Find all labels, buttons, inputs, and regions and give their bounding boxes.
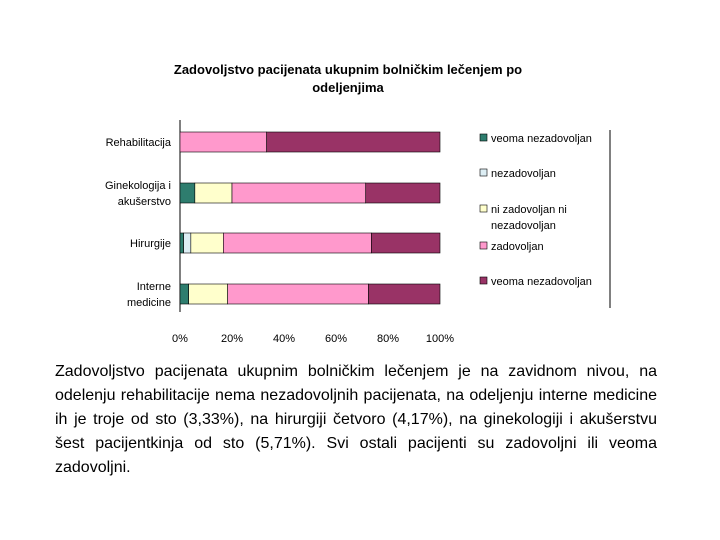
legend-swatch xyxy=(480,134,487,141)
category-label: Rehabilitacija xyxy=(105,137,171,149)
legend-label: zadovoljan xyxy=(491,241,544,253)
bar-segment xyxy=(223,233,371,253)
bar-segment xyxy=(184,233,191,253)
bar-segment xyxy=(191,233,224,253)
legend-label: veoma nezadovoljan xyxy=(491,133,592,145)
bar-segment xyxy=(232,183,366,203)
bar-segment xyxy=(180,132,267,152)
x-tick-label: 100% xyxy=(425,333,455,345)
bar-segment xyxy=(371,233,440,253)
x-tick-label: 0% xyxy=(172,333,188,345)
x-tick-label: 60% xyxy=(324,333,348,345)
bar-segment xyxy=(189,284,228,304)
legend-swatch xyxy=(480,277,487,284)
category-label: Ginekologija i xyxy=(104,180,171,192)
chart-title: odeljenjima xyxy=(312,80,384,95)
stacked-bar-chart xyxy=(80,50,620,360)
category-label: Interne xyxy=(136,281,171,293)
category-label: Hirurgije xyxy=(130,238,171,250)
legend-label: veoma nezadovoljan xyxy=(491,276,592,288)
category-label: medicine xyxy=(126,297,171,309)
chart-frame xyxy=(80,50,620,360)
bar-segment xyxy=(228,284,369,304)
legend-swatch xyxy=(480,242,487,249)
x-tick-label: 40% xyxy=(272,333,296,345)
bar-segment xyxy=(366,183,440,203)
caption-text: Zadovoljstvo pacijenata ukupnim bolničkim lečenjem je na zavidnom nivou, na odelenju rehabilitacije nema nezadovoljnih pacijenata, na odeljenju interne medicine ih je troje od sto (3,33%), na hirurgiji četvoro (4,17%), na ginekologiji i akušerstvu šest pacijentkinja od sto (5,71%). Svi ostali pacijenti su zadovoljni ili veoma zadovoljni. xyxy=(55,363,657,476)
bar-segment xyxy=(195,183,232,203)
x-tick-label: 20% xyxy=(220,333,244,345)
bar-segment xyxy=(369,284,441,304)
x-tick-label: 80% xyxy=(376,333,400,345)
bar-segment xyxy=(267,132,440,152)
bar-segment xyxy=(180,183,195,203)
legend-swatch xyxy=(480,205,487,212)
legend-label: ni zadovoljan ni xyxy=(491,204,567,216)
legend-label: nezadovoljan xyxy=(491,168,556,180)
legend-swatch xyxy=(480,169,487,176)
chart-title: Zadovoljstvo pacijenata ukupnim bolničkim lečenjem po xyxy=(173,62,523,77)
legend-label: nezadovoljan xyxy=(491,220,556,232)
bar-segment xyxy=(180,284,189,304)
category-label: akušerstvo xyxy=(117,196,171,208)
bar-segment xyxy=(180,233,184,253)
